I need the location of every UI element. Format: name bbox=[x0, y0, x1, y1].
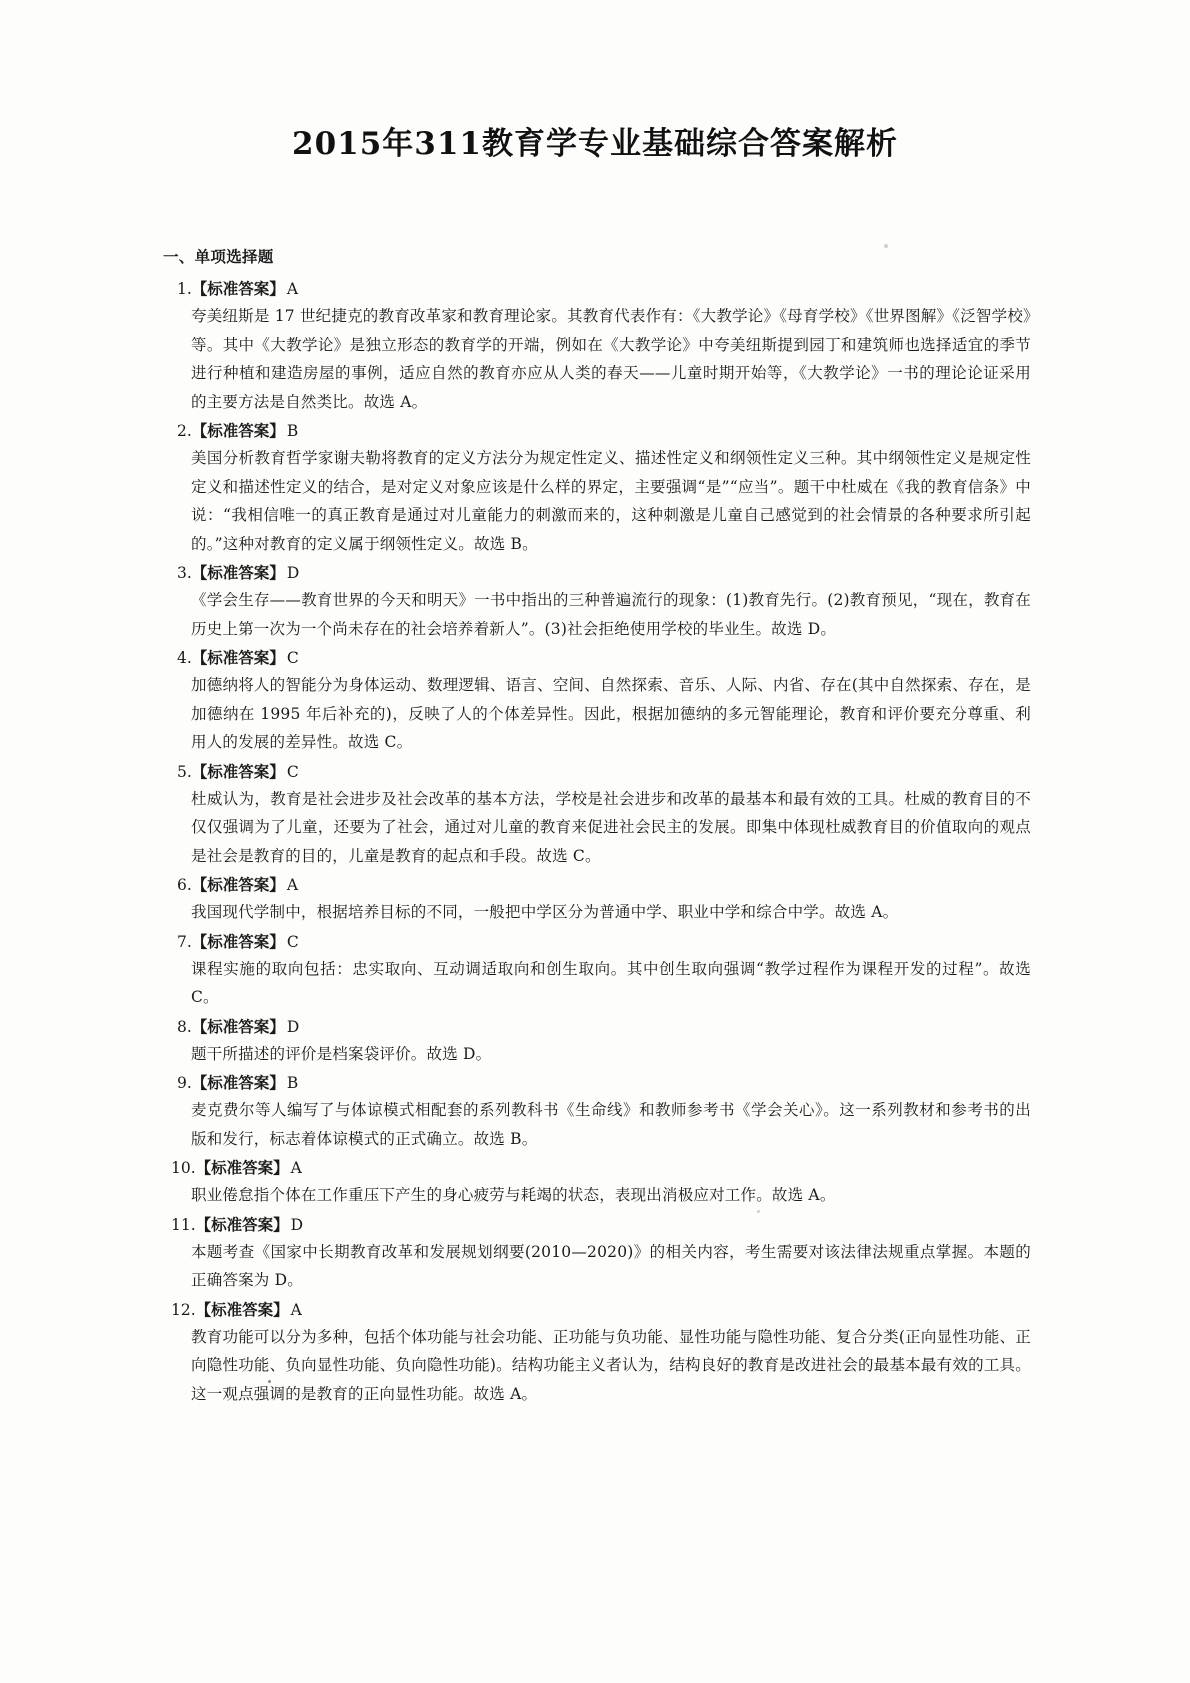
answer-explanation: 《学会生存——教育世界的今天和明天》一书中指出的三种普遍流行的现象：(1)教育先行。(2)教育预见，“现在，教育在历史上第一次为一个尚未存在的社会培养着新人”。(3)社会拒绝使用学校的毕业生。故选 D。 bbox=[191, 591, 1031, 638]
answer-tag: 【标准答案】 bbox=[191, 1016, 285, 1036]
answer-tag: 【标准答案】 bbox=[191, 931, 285, 951]
item-number: 6. bbox=[177, 876, 192, 894]
answer-item-header bbox=[177, 759, 1031, 785]
answer-explanation: 杜威认为，教育是社会进步及社会改革的基本方法，学校是社会进步和改革的最基本和最有效的工具。杜威的教育目的不仅仅强调为了儿童，还要为了社会，通过对儿童的教育来促进社会民主的发展。即集中体现杜威教育目的价值取向的观点是社会是教育的目的，儿童是教育的起点和手段。故选 C。 bbox=[191, 789, 1031, 865]
item-number: 12. bbox=[171, 1300, 196, 1319]
answer-item-header bbox=[177, 276, 1031, 302]
answer-letter: A bbox=[286, 280, 299, 298]
answer-tag: 【标准答案】 bbox=[191, 875, 285, 894]
answer-explanation: 课程实施的取向包括：忠实取向、互动调适取向和创生取向。其中创生取向强调“教学过程作为课程开发的过程”。故选 C。 bbox=[191, 959, 1031, 1006]
answer-item bbox=[163, 872, 1031, 927]
answer-letter: D bbox=[286, 1017, 300, 1036]
answer-item-header bbox=[177, 1014, 1031, 1040]
answer-letter: C bbox=[286, 932, 299, 951]
answer-tag: 【标准答案】 bbox=[191, 421, 285, 440]
page-title: 2015年311教育学专业基础综合答案解析 bbox=[292, 126, 898, 162]
answer-explanation: 本题考查《国家中长期教育改革和发展规划纲要(2010—2020)》的相关内容，考生需要对该法律法规重点掌握。本题的正确答案为 D。 bbox=[191, 1242, 1031, 1289]
answer-letter: C bbox=[286, 762, 299, 781]
answer-explanation: 职业倦怠指个体在工作重压下产生的身心疲劳与耗竭的状态，表现出消极应对工作。故选 A。 bbox=[191, 1186, 836, 1204]
answer-letter: D bbox=[290, 1215, 304, 1234]
answer-item bbox=[163, 645, 1031, 757]
answer-explanation: 我国现代学制中，根据培养目标的不同，一般把中学区分为普通中学、职业中学和综合中学。故选 A。 bbox=[191, 903, 899, 921]
item-number: 7. bbox=[177, 932, 192, 951]
answer-tag: 【标准答案】 bbox=[191, 761, 285, 781]
answer-item-header bbox=[171, 1297, 1031, 1323]
item-number: 11. bbox=[171, 1215, 196, 1234]
answer-item-header bbox=[177, 418, 1031, 444]
answer-tag: 【标准答案】 bbox=[191, 279, 285, 298]
item-number: 1. bbox=[177, 280, 192, 298]
answer-tag: 【标准答案】 bbox=[191, 563, 285, 582]
answer-item-header bbox=[177, 1070, 1031, 1096]
answer-letter: A bbox=[290, 1300, 302, 1319]
answer-letter: A bbox=[290, 1159, 302, 1177]
answer-tag: 【标准答案】 bbox=[195, 1214, 289, 1234]
answer-item bbox=[163, 1070, 1031, 1153]
answer-item-header bbox=[171, 1155, 1031, 1181]
item-number: 8. bbox=[177, 1017, 192, 1036]
answer-item-header bbox=[177, 645, 1031, 671]
answer-letter: A bbox=[286, 876, 299, 894]
item-number: 9. bbox=[177, 1074, 192, 1092]
answer-item-header bbox=[177, 560, 1031, 586]
answer-item bbox=[163, 1297, 1031, 1409]
answer-letter: D bbox=[286, 564, 300, 582]
answer-explanation: 加德纳将人的智能分为身体运动、数理逻辑、语言、空间、自然探索、音乐、人际、内省、存在(其中自然探索、存在，是加德纳在 1995 年后补充的)，反映了人的个体差异性。因此，根据加德纳的多元智能理论，教育和评价要充分尊重、利用人的发展的差异性。故选 C。 bbox=[191, 676, 1031, 751]
answer-explanation: 美国分析教育哲学家谢夫勒将教育的定义方法分为规定性定义、描述性定义和纲领性定义三种。其中纲领性定义是规定性定义和描述性定义的结合，是对定义对象应该是什么样的界定，主要强调“是”“应当”。题干中杜威在《我的教育信条》中说：“我相信唯一的真正教育是通过对儿童能力的刺激而来的，这种刺激是儿童自己感觉到的社会情景的各种要求所引起的。”这种对教育的定义属于纲领性定义。故选 B。 bbox=[191, 449, 1031, 553]
answer-item bbox=[163, 418, 1031, 558]
item-number: 2. bbox=[177, 422, 192, 440]
item-number: 4. bbox=[177, 649, 192, 667]
answer-item bbox=[163, 1155, 1031, 1210]
item-number: 10. bbox=[171, 1159, 196, 1177]
answer-item-header bbox=[177, 929, 1031, 955]
answer-explanation: 夸美纽斯是 17 世纪捷克的教育改革家和教育理论家。其教育代表作有：《大教学论》《母育学校》《世界图解》《泛智学校》等。其中《大教学论》是独立形态的教育学的开端，例如在《大教学论》中夸美纽斯提到园丁和建筑师也选择适宜的季节进行种植和建造房屋的事例，适应自然的教育亦应从人类的春天——儿童时期开始等，《大教学论》一书的理论论证采用的主要方法是自然类比。故选 A。 bbox=[191, 307, 1031, 411]
answer-tag: 【标准答案】 bbox=[195, 1158, 289, 1177]
answer-tag: 【标准答案】 bbox=[191, 648, 285, 667]
answer-tag: 【标准答案】 bbox=[195, 1299, 289, 1319]
answer-explanation: 教育功能可以分为多种，包括个体功能与社会功能、正功能与负功能、显性功能与隐性功能、复合分类(正向显性功能、正向隐性功能、负向显性功能、负向隐性功能)。结构功能主义者认为，结构良好的教育是改进社会的最基本最有效的工具。这一观点强调的是教育的正向显性功能。故选 A。 bbox=[191, 1327, 1031, 1403]
answer-item bbox=[163, 1212, 1031, 1295]
answer-item bbox=[163, 276, 1031, 416]
answer-letter: B bbox=[286, 422, 299, 440]
answer-item bbox=[163, 560, 1031, 643]
answer-item bbox=[163, 759, 1031, 871]
page-footer-mark bbox=[268, 1380, 271, 1383]
answer-item-header bbox=[177, 872, 1031, 898]
answer-item bbox=[163, 1014, 1031, 1069]
answer-explanation: 麦克费尔等人编写了与体谅模式相配套的系列教科书《生命线》和教师参考书《学会关心》。这一系列教材和参考书的出版和发行，标志着体谅模式的正式确立。故选 B。 bbox=[191, 1101, 1031, 1148]
answer-tag: 【标准答案】 bbox=[191, 1073, 285, 1092]
item-number: 5. bbox=[177, 762, 192, 781]
answer-item-header bbox=[171, 1212, 1031, 1238]
answer-explanation: 题干所描述的评价是档案袋评价。故选 D。 bbox=[191, 1044, 492, 1063]
item-number: 3. bbox=[177, 564, 192, 582]
answer-letter: C bbox=[286, 649, 299, 667]
answer-item bbox=[163, 929, 1031, 1012]
document-body bbox=[163, 245, 1031, 1410]
section-heading: 一、单项选择题 bbox=[163, 247, 274, 266]
answer-letter: B bbox=[286, 1074, 299, 1092]
